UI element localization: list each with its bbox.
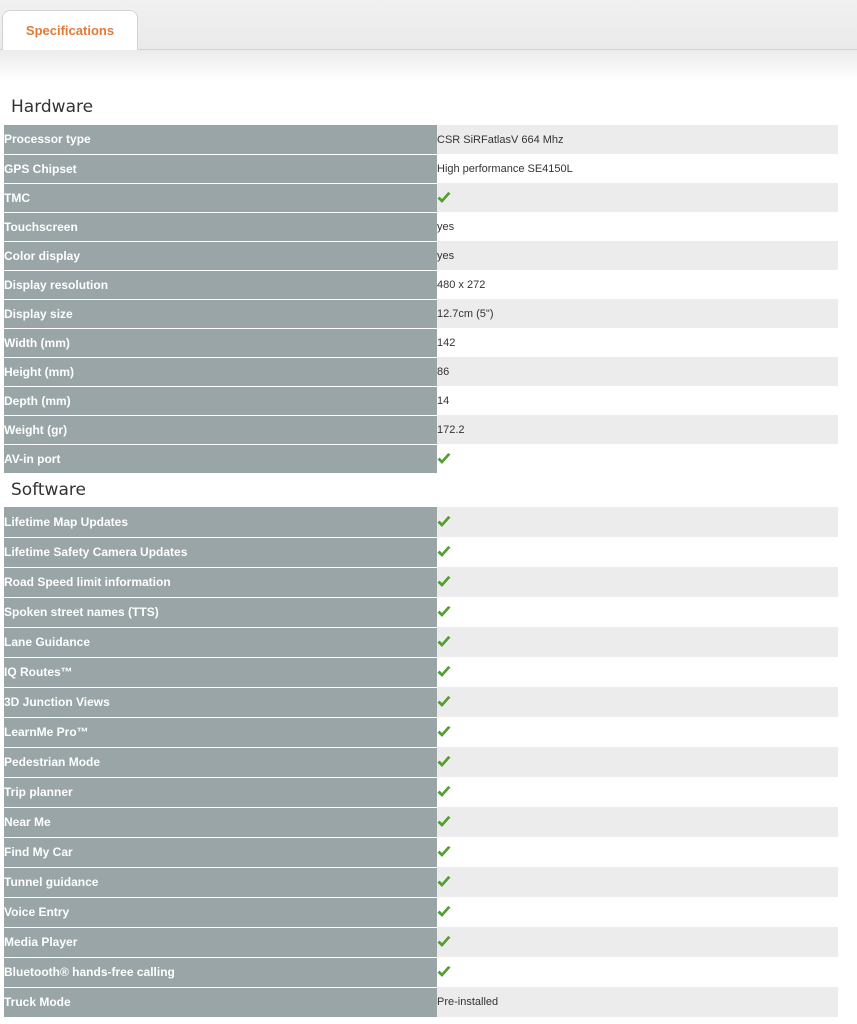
spec-value: 86 bbox=[437, 357, 838, 386]
checkmark-icon bbox=[437, 846, 451, 858]
tab-specifications[interactable]: Specifications bbox=[2, 10, 138, 50]
spec-label: Truck Mode bbox=[4, 987, 437, 1017]
spec-row bbox=[4, 717, 838, 747]
spec-row bbox=[4, 627, 838, 657]
spec-row bbox=[4, 597, 838, 627]
spec-value bbox=[437, 183, 838, 212]
checkmark-icon bbox=[437, 576, 451, 588]
spec-label: Voice Entry bbox=[4, 897, 437, 927]
checkmark-icon bbox=[437, 966, 451, 978]
spec-label: Road Speed limit information bbox=[4, 567, 437, 597]
spec-value: 142 bbox=[437, 328, 838, 357]
spec-value bbox=[437, 747, 838, 777]
hardware-section-title: Hardware bbox=[11, 97, 94, 117]
spec-row bbox=[4, 328, 838, 357]
spec-row bbox=[4, 897, 838, 927]
spec-value bbox=[437, 897, 838, 927]
spec-row bbox=[4, 183, 838, 212]
spec-value: 480 x 272 bbox=[437, 270, 838, 299]
tab-bar bbox=[0, 0, 857, 80]
spec-label: AV-in port bbox=[4, 444, 437, 473]
spec-label: Lifetime Map Updates bbox=[4, 507, 437, 537]
spec-row bbox=[4, 987, 838, 1017]
spec-label: Lifetime Safety Camera Updates bbox=[4, 537, 437, 567]
spec-row bbox=[4, 837, 838, 867]
spec-label: Touchscreen bbox=[4, 212, 437, 241]
spec-value: yes bbox=[437, 241, 838, 270]
spec-row bbox=[4, 867, 838, 897]
spec-row bbox=[4, 212, 838, 241]
spec-value bbox=[437, 957, 838, 987]
spec-label: IQ Routes™ bbox=[4, 657, 437, 687]
spec-label: Media Player bbox=[4, 927, 437, 957]
spec-label: Lane Guidance bbox=[4, 627, 437, 657]
spec-label: Color display bbox=[4, 241, 437, 270]
spec-row bbox=[4, 299, 838, 328]
spec-row bbox=[4, 154, 838, 183]
spec-row bbox=[4, 386, 838, 415]
spec-value bbox=[437, 837, 838, 867]
spec-row bbox=[4, 444, 838, 473]
spec-label: TMC bbox=[4, 183, 437, 212]
checkmark-icon bbox=[437, 192, 451, 204]
spec-row bbox=[4, 415, 838, 444]
spec-value bbox=[437, 567, 838, 597]
hardware-spec-table bbox=[4, 125, 838, 474]
spec-value bbox=[437, 927, 838, 957]
spec-value bbox=[437, 867, 838, 897]
spec-value: High performance SE4150L bbox=[437, 154, 838, 183]
spec-value bbox=[437, 657, 838, 687]
spec-value: yes bbox=[437, 212, 838, 241]
spec-row bbox=[4, 657, 838, 687]
spec-label: Display resolution bbox=[4, 270, 437, 299]
checkmark-icon bbox=[437, 876, 451, 888]
spec-label: Near Me bbox=[4, 807, 437, 837]
checkmark-icon bbox=[437, 666, 451, 678]
spec-value bbox=[437, 507, 838, 537]
spec-label: Pedestrian Mode bbox=[4, 747, 437, 777]
spec-value bbox=[437, 444, 838, 473]
spec-row bbox=[4, 807, 838, 837]
spec-label: Tunnel guidance bbox=[4, 867, 437, 897]
checkmark-icon bbox=[437, 816, 451, 828]
spec-label: Find My Car bbox=[4, 837, 437, 867]
spec-label: Processor type bbox=[4, 125, 437, 154]
spec-value bbox=[437, 777, 838, 807]
checkmark-icon bbox=[437, 756, 451, 768]
spec-label: LearnMe Pro™ bbox=[4, 717, 437, 747]
spec-label: 3D Junction Views bbox=[4, 687, 437, 717]
checkmark-icon bbox=[437, 516, 451, 528]
spec-label: Weight (gr) bbox=[4, 415, 437, 444]
spec-value bbox=[437, 597, 838, 627]
spec-label: GPS Chipset bbox=[4, 154, 437, 183]
spec-row bbox=[4, 507, 838, 537]
spec-value bbox=[437, 807, 838, 837]
spec-label: Display size bbox=[4, 299, 437, 328]
checkmark-icon bbox=[437, 936, 451, 948]
checkmark-icon bbox=[437, 786, 451, 798]
spec-value bbox=[437, 627, 838, 657]
spec-row bbox=[4, 777, 838, 807]
spec-value: 14 bbox=[437, 386, 838, 415]
spec-value bbox=[437, 537, 838, 567]
spec-value bbox=[437, 687, 838, 717]
spec-value: Pre-installed bbox=[437, 987, 838, 1017]
checkmark-icon bbox=[437, 696, 451, 708]
spec-label: Spoken street names (TTS) bbox=[4, 597, 437, 627]
checkmark-icon bbox=[437, 606, 451, 618]
spec-row bbox=[4, 927, 838, 957]
checkmark-icon bbox=[437, 726, 451, 738]
spec-label: Depth (mm) bbox=[4, 386, 437, 415]
spec-row bbox=[4, 567, 838, 597]
spec-value: CSR SiRFatlasV 664 Mhz bbox=[437, 125, 838, 154]
checkmark-icon bbox=[437, 546, 451, 558]
checkmark-icon bbox=[437, 636, 451, 648]
checkmark-icon bbox=[437, 906, 451, 918]
spec-row bbox=[4, 687, 838, 717]
spec-label: Trip planner bbox=[4, 777, 437, 807]
spec-row bbox=[4, 747, 838, 777]
spec-row bbox=[4, 270, 838, 299]
spec-label: Height (mm) bbox=[4, 357, 437, 386]
spec-row bbox=[4, 357, 838, 386]
software-spec-table bbox=[4, 507, 838, 1018]
spec-row bbox=[4, 957, 838, 987]
spec-row bbox=[4, 241, 838, 270]
spec-label: Bluetooth® hands-free calling bbox=[4, 957, 437, 987]
spec-row bbox=[4, 537, 838, 567]
checkmark-icon bbox=[437, 453, 451, 465]
software-section-title: Software bbox=[11, 480, 86, 500]
spec-value: 12.7cm (5") bbox=[437, 299, 838, 328]
spec-value: 172.2 bbox=[437, 415, 838, 444]
spec-row bbox=[4, 125, 838, 154]
spec-label: Width (mm) bbox=[4, 328, 437, 357]
spec-value bbox=[437, 717, 838, 747]
